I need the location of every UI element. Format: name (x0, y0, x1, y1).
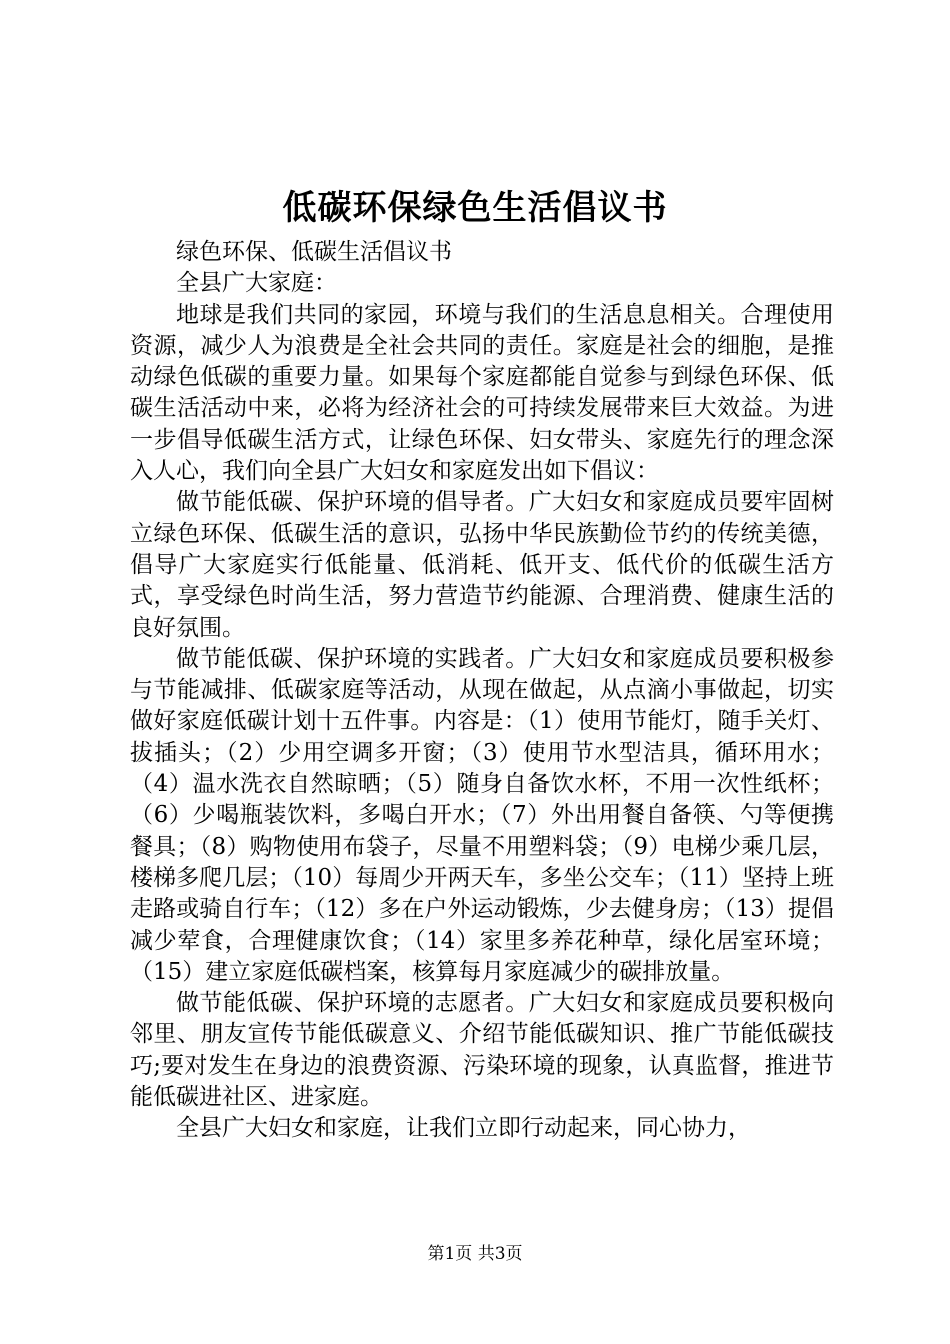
intro-paragraph: 地球是我们共同的家园，环境与我们的生活息息相关。合理使用资源，减少人为浪费是全社会共同的责任。家庭是社会的细胞，是推动绿色低碳的重要力量。如果每个家庭都能自觉参与到绿色环保、低碳生活活动中来，必将为经济社会的可持续发展带来巨大效益。为进一步倡导低碳生活方式，让绿色环保、妇女带头、家庭先行的理念深入人心，我们向全县广大妇女和家庭发出如下倡议： (130, 301, 834, 485)
document-title: 低碳环保绿色生活倡议书 (282, 188, 668, 228)
volunteer-paragraph: 做节能低碳、保护环境的志愿者。广大妇女和家庭成员要积极向邻里、朋友宣传节能低碳意义、介绍节能低碳知识、推广节能低碳技巧;要对发生在身边的浪费资源、污染环境的现象，认真监督，推进节能低碳进社区、进家庭。 (130, 990, 834, 1111)
document-body (130, 237, 834, 1145)
practitioner-paragraph: 做节能低碳、保护环境的实践者。广大妇女和家庭成员要积极参与节能减排、低碳家庭等活动，从现在做起，从点滴小事做起，切实做好家庭低碳计划十五件事。内容是：（1）使用节能灯，随手关灯、拔插头；（2）少用空调多开窗；（3）使用节水型洁具，循环用水；（4）温水洗衣自然晾晒；（5）随身自备饮水杯，不用一次性纸杯；（6）少喝瓶装饮料，多喝白开水；（7）外出用餐自备筷、勺等便携餐具；（8）购物使用布袋子，尽量不用塑料袋；（9）电梯少乘几层，楼梯多爬几层；（10）每周少开两天车，多坐公交车；（11）坚持上班走路或骑自行车；（12）多在户外运动锻炼，少去健身房；（13）提倡减少荤食，合理健康饮食；（14）家里多养花种草，绿化居室环境；（15）建立家庭低碳档案，核算每月家庭减少的碳排放量。 (130, 645, 834, 985)
closing-paragraph: 全县广大妇女和家庭，让我们立即行动起来，同心协力， (176, 1115, 751, 1142)
subtitle-paragraph: 绿色环保、低碳生活倡议书 (176, 239, 452, 265)
advocate-paragraph: 做节能低碳、保护环境的倡导者。广大妇女和家庭成员要牢固树立绿色环保、低碳生活的意识，弘扬中华民族勤俭节约的传统美德，倡导广大家庭实行低能量、低消耗、低开支、低代价的低碳生活方式，享受绿色时尚生活，努力营造节约能源、合理消费、健康生活的良好氛围。 (130, 489, 834, 641)
page-number-footer: 第1页 共3页 (427, 1244, 523, 1264)
salutation-paragraph: 全县广大家庭： (176, 270, 337, 297)
